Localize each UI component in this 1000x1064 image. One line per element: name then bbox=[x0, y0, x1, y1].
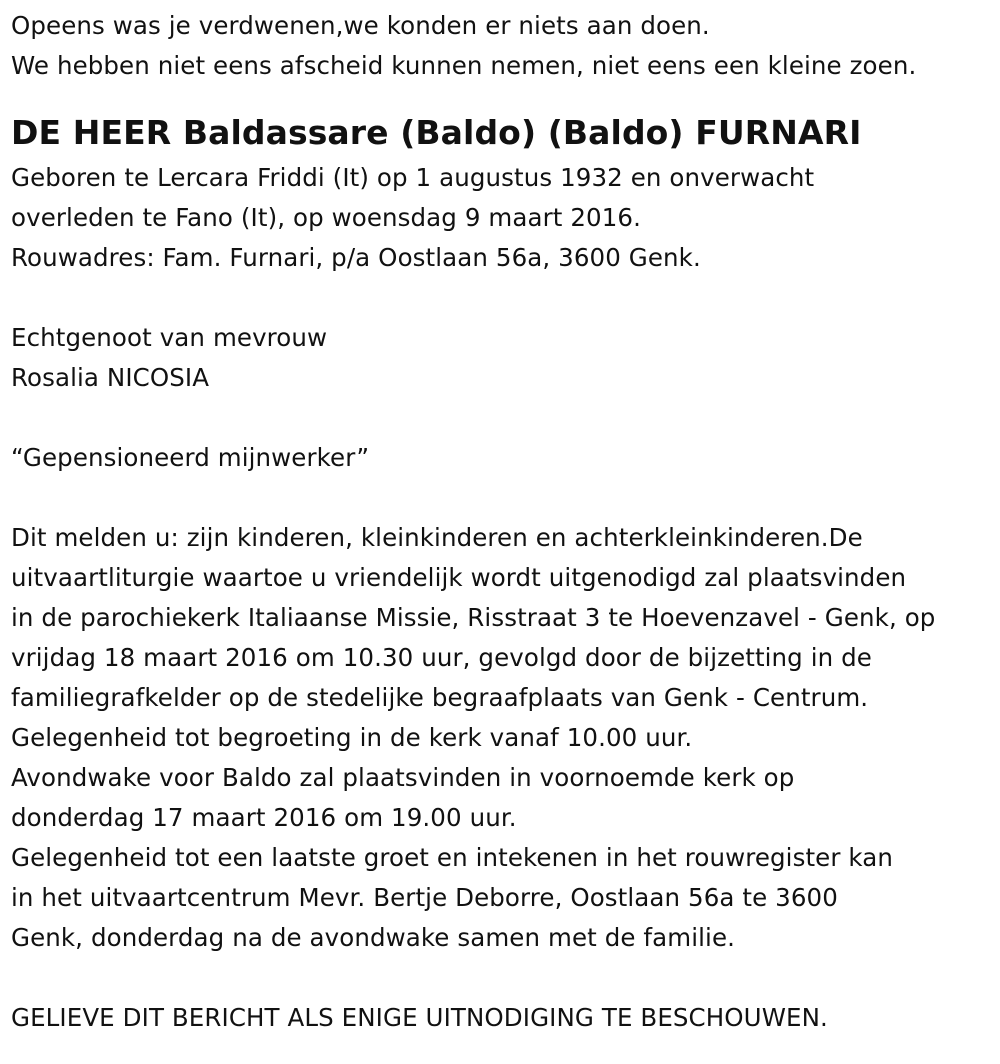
spacer bbox=[11, 398, 1000, 438]
spacer bbox=[11, 478, 1000, 518]
announcement-paragraph bbox=[11, 518, 1000, 958]
details-line: overleden te Fano (It), op woensdag 9 maart 2016. bbox=[11, 203, 642, 232]
announcement-line: vrijdag 18 maart 2016 om 10.30 uur, gevolgd door de bijzetting in de bbox=[11, 643, 872, 672]
intro-line: Opeens was je verdwenen,we konden er niets aan doen. bbox=[11, 11, 710, 40]
announcement-line: Avondwake voor Baldo zal plaatsvinden in voornoemde kerk op bbox=[11, 763, 795, 792]
announcement-line: familiegrafkelder op de stedelijke begraafplaats van Genk - Centrum. bbox=[11, 683, 869, 712]
details-line: Geboren te Lercara Friddi (It) op 1 augustus 1932 en onverwacht bbox=[11, 163, 815, 192]
announcement-line: Genk, donderdag na de avondwake samen met de familie. bbox=[11, 923, 736, 952]
birth-death-details bbox=[11, 158, 1000, 278]
closing-notice: GELIEVE DIT BERICHT ALS ENIGE UITNODIGING TE BESCHOUWEN. bbox=[11, 1003, 828, 1032]
spacer bbox=[11, 958, 1000, 998]
announcement-line: in het uitvaartcentrum Mevr. Bertje Deborre, Oostlaan 56a te 3600 bbox=[11, 883, 838, 912]
announcement-line: Gelegenheid tot begroeting in de kerk vanaf 10.00 uur. bbox=[11, 723, 693, 752]
spouse-name: Rosalia NICOSIA bbox=[11, 363, 210, 392]
spouse-label: Echtgenoot van mevrouw bbox=[11, 323, 328, 352]
announcement-line: donderdag 17 maart 2016 om 19.00 uur. bbox=[11, 803, 517, 832]
occupation-quote: “Gepensioneerd mijnwerker” bbox=[11, 443, 370, 472]
spacer bbox=[11, 278, 1000, 318]
announcement-line: uitvaartliturgie waartoe u vriendelijk wordt uitgenodigd zal plaatsvinden bbox=[11, 563, 907, 592]
intro-verse bbox=[11, 0, 1000, 86]
intro-line: We hebben niet eens afscheid kunnen nemen, niet eens een kleine zoen. bbox=[11, 51, 917, 80]
announcement-line: Gelegenheid tot een laatste groet en intekenen in het rouwregister kan bbox=[11, 843, 893, 872]
mourning-address: Rouwadres: Fam. Furnari, p/a Oostlaan 56a, 3600 Genk. bbox=[11, 243, 701, 272]
spouse-block bbox=[11, 318, 1000, 398]
announcement-line: in de parochiekerk Italiaanse Missie, Risstraat 3 te Hoevenzavel - Genk, op bbox=[11, 603, 936, 632]
announcement-line: Dit melden u: zijn kinderen, kleinkinderen en achterkleinkinderen.De bbox=[11, 523, 863, 552]
deceased-name-heading: DE HEER Baldassare (Baldo) (Baldo) FURNARI bbox=[11, 113, 862, 152]
